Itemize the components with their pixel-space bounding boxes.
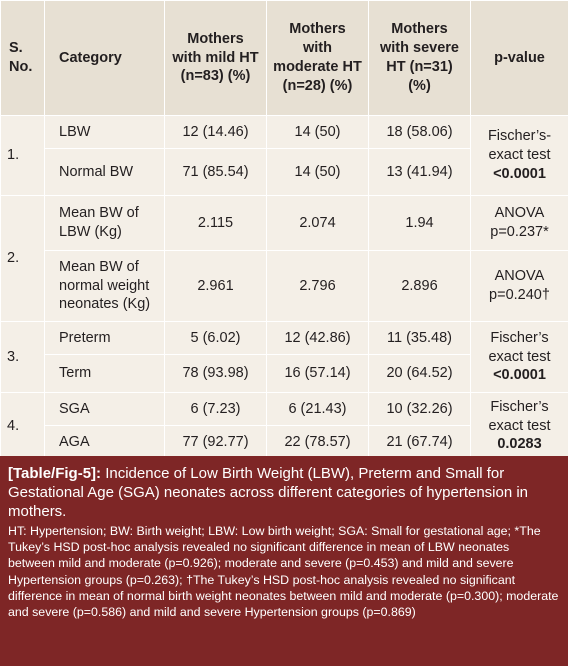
moderate-cell: 6 (21.43)	[267, 393, 369, 426]
p-value: p=0.237*	[490, 224, 549, 240]
category-cell: Term	[45, 355, 165, 393]
pvalue-cell	[471, 393, 568, 460]
moderate-cell: 22 (78.57)	[267, 426, 369, 460]
category-cell: Preterm	[45, 322, 165, 355]
category-cell: SGA	[45, 393, 165, 426]
mild-cell: 12 (14.46)	[165, 116, 267, 149]
header-row	[1, 1, 568, 116]
header-category: Category	[45, 1, 165, 116]
pvalue-cell	[471, 116, 568, 196]
header-sno: S. No.	[1, 1, 45, 116]
test-name: exact test	[488, 417, 551, 434]
footnote-abbreviations: HT: Hypertension; BW: Birth weight; LBW: Low birth weight; SGA: Small for gestational age;	[8, 524, 511, 538]
footnote-star: *The Tukey’s HSD post-hoc analysis revealed no significant difference in mean of LBW neonates between mild and moderate (p=0.926); moderate and severe (p=0.453) and mild and severe Hypertension groups (p=0.263);	[8, 524, 541, 587]
mild-cell: 6 (7.23)	[165, 393, 267, 426]
category-cell: AGA	[45, 426, 165, 460]
table-row	[1, 196, 568, 251]
caption-text: Incidence of Low Birth Weight (LBW), Preterm and Small for Gestational Age (SGA) neonates across different categories of hypertension in mothers.	[8, 465, 529, 520]
severe-cell: 13 (41.94)	[369, 149, 471, 196]
p-value: p=0.240†	[489, 287, 550, 303]
table-row	[1, 322, 568, 355]
mild-cell: 2.115	[165, 196, 267, 251]
pvalue-cell	[471, 251, 568, 322]
caption-title	[8, 464, 559, 521]
pvalue-cell	[471, 322, 568, 393]
severe-cell: 20 (64.52)	[369, 355, 471, 393]
moderate-cell: 16 (57.14)	[267, 355, 369, 393]
category-cell: LBW	[45, 116, 165, 149]
p-value: <0.0001	[493, 165, 546, 182]
test-name: Fischer’s	[490, 329, 549, 346]
mild-cell: 2.961	[165, 251, 267, 322]
header-mild: Mothers with mild HT (n=83) (%)	[165, 1, 267, 116]
table-row	[1, 393, 568, 426]
caption-footnote	[8, 523, 559, 620]
mild-cell: 78 (93.98)	[165, 355, 267, 393]
sno-cell: 2.	[1, 196, 45, 322]
severe-cell: 21 (67.74)	[369, 426, 471, 460]
test-name: Fischer’s-	[487, 128, 552, 145]
p-value: <0.0001	[493, 367, 546, 384]
moderate-cell: 12 (42.86)	[267, 322, 369, 355]
table-row	[1, 116, 568, 149]
mild-cell: 5 (6.02)	[165, 322, 267, 355]
figure-caption	[0, 456, 568, 666]
moderate-cell: 14 (50)	[267, 116, 369, 149]
category-cell: Mean BW of normal weight neonates (Kg)	[45, 251, 165, 322]
category-cell: Mean BW of LBW (Kg)	[45, 196, 165, 251]
moderate-cell: 2.074	[267, 196, 369, 251]
test-name: Fischer’s	[490, 398, 549, 415]
severe-cell: 18 (58.06)	[369, 116, 471, 149]
header-pvalue: p-value	[471, 1, 568, 116]
caption-tag: [Table/Fig-5]:	[8, 465, 102, 482]
moderate-cell: 2.796	[267, 251, 369, 322]
footnote-dagger: †The Tukey’s HSD post-hoc analysis revealed no significant difference in mean of normal birth weight neonates between mild and moderate (p=0.300); moderate and severe (p=0.586) and mild and severe Hypertension groups (p=0.869)	[8, 572, 559, 620]
table-row	[1, 251, 568, 322]
sno-cell: 3.	[1, 322, 45, 393]
severe-cell: 10 (32.26)	[369, 393, 471, 426]
sno-cell: 4.	[1, 393, 45, 460]
test-name: exact test	[488, 348, 551, 365]
moderate-cell: 14 (50)	[267, 149, 369, 196]
p-value: 0.0283	[497, 436, 542, 453]
header-severe: Mothers with severe HT (n=31) (%)	[369, 1, 471, 116]
severe-cell: 11 (35.48)	[369, 322, 471, 355]
severe-cell: 1.94	[369, 196, 471, 251]
pvalue-cell	[471, 196, 568, 251]
sno-cell: 1.	[1, 116, 45, 196]
test-name: exact test	[488, 147, 551, 164]
severe-cell: 2.896	[369, 251, 471, 322]
test-name: ANOVA	[494, 268, 545, 285]
mild-cell: 71 (85.54)	[165, 149, 267, 196]
mild-cell: 77 (92.77)	[165, 426, 267, 460]
header-moderate: Mothers with moderate HT (n=28) (%)	[267, 1, 369, 116]
test-name: ANOVA	[494, 205, 545, 222]
category-cell: Normal BW	[45, 149, 165, 196]
